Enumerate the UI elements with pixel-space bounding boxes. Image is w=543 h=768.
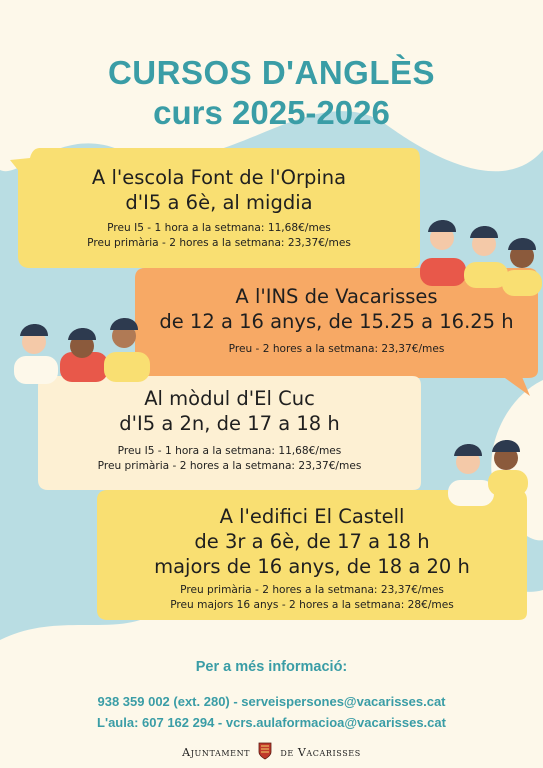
page-title: CURSOS D'ANGLÈS (107, 54, 436, 91)
course-1-heading-1: A l'escola Font de l'Orpina (91, 166, 347, 189)
course-1-price-1: Preu I5 - 1 hora a la setmana: 11,68€/mes (107, 222, 331, 234)
page-subtitle: curs 2025-2026 (153, 94, 390, 131)
course-card-1 (18, 165, 420, 251)
course-1-heading-2: d'I5 a 6è, al migdia (125, 191, 313, 214)
course-4-price-1: Preu primària - 2 hores a la setmana: 23,37€/mes (180, 584, 444, 596)
course-3-heading-2: d'I5 a 2n, de 17 a 18 h (119, 412, 340, 435)
info-title: Per a més informació: (195, 659, 348, 675)
course-1-price-2: Preu primària - 2 hores a la setmana: 23,37€/mes (87, 237, 351, 249)
course-card-2 (135, 284, 538, 357)
people-illustration-2 (14, 318, 150, 384)
footer-right-text: de Vacarisses (280, 746, 361, 759)
contact-line-1[interactable]: 938 359 002 (ext. 280) - serveispersones@vacarisses.cat (97, 694, 446, 709)
course-4-heading-2: de 3r a 6è, de 17 a 18 h (194, 530, 430, 553)
course-4-heading-3: majors de 16 anys, de 18 a 20 h (154, 555, 470, 578)
footer-left-text: Ajuntament (182, 746, 251, 759)
contact-line-2[interactable]: L'aula: 607 162 294 - vcrs.aulaformacioa@vacarisses.cat (97, 715, 446, 730)
course-3-heading-1: Al mòdul d'El Cuc (144, 387, 315, 410)
footer-logo (0, 742, 543, 760)
course-4-heading-1: A l'edifici El Castell (219, 505, 405, 528)
course-3-price-2: Preu primària - 2 hores a la setmana: 23,37€/mes (97, 460, 362, 472)
course-2-price-1: Preu - 2 hores a la setmana: 23,37€/mes (228, 343, 445, 355)
course-card-4 (97, 504, 527, 613)
coat-of-arms-icon (258, 742, 272, 760)
course-3-price-1: Preu I5 - 1 hora a la setmana: 11,68€/mes (117, 445, 342, 457)
course-card-3 (38, 386, 421, 474)
course-2-heading-1: A l'INS de Vacarisses (235, 285, 438, 308)
course-4-price-2: Preu majors 16 anys - 2 hores a la setmana: 28€/mes (170, 599, 454, 611)
course-2-heading-2: de 12 a 16 anys, de 15.25 a 16.25 h (159, 310, 514, 333)
